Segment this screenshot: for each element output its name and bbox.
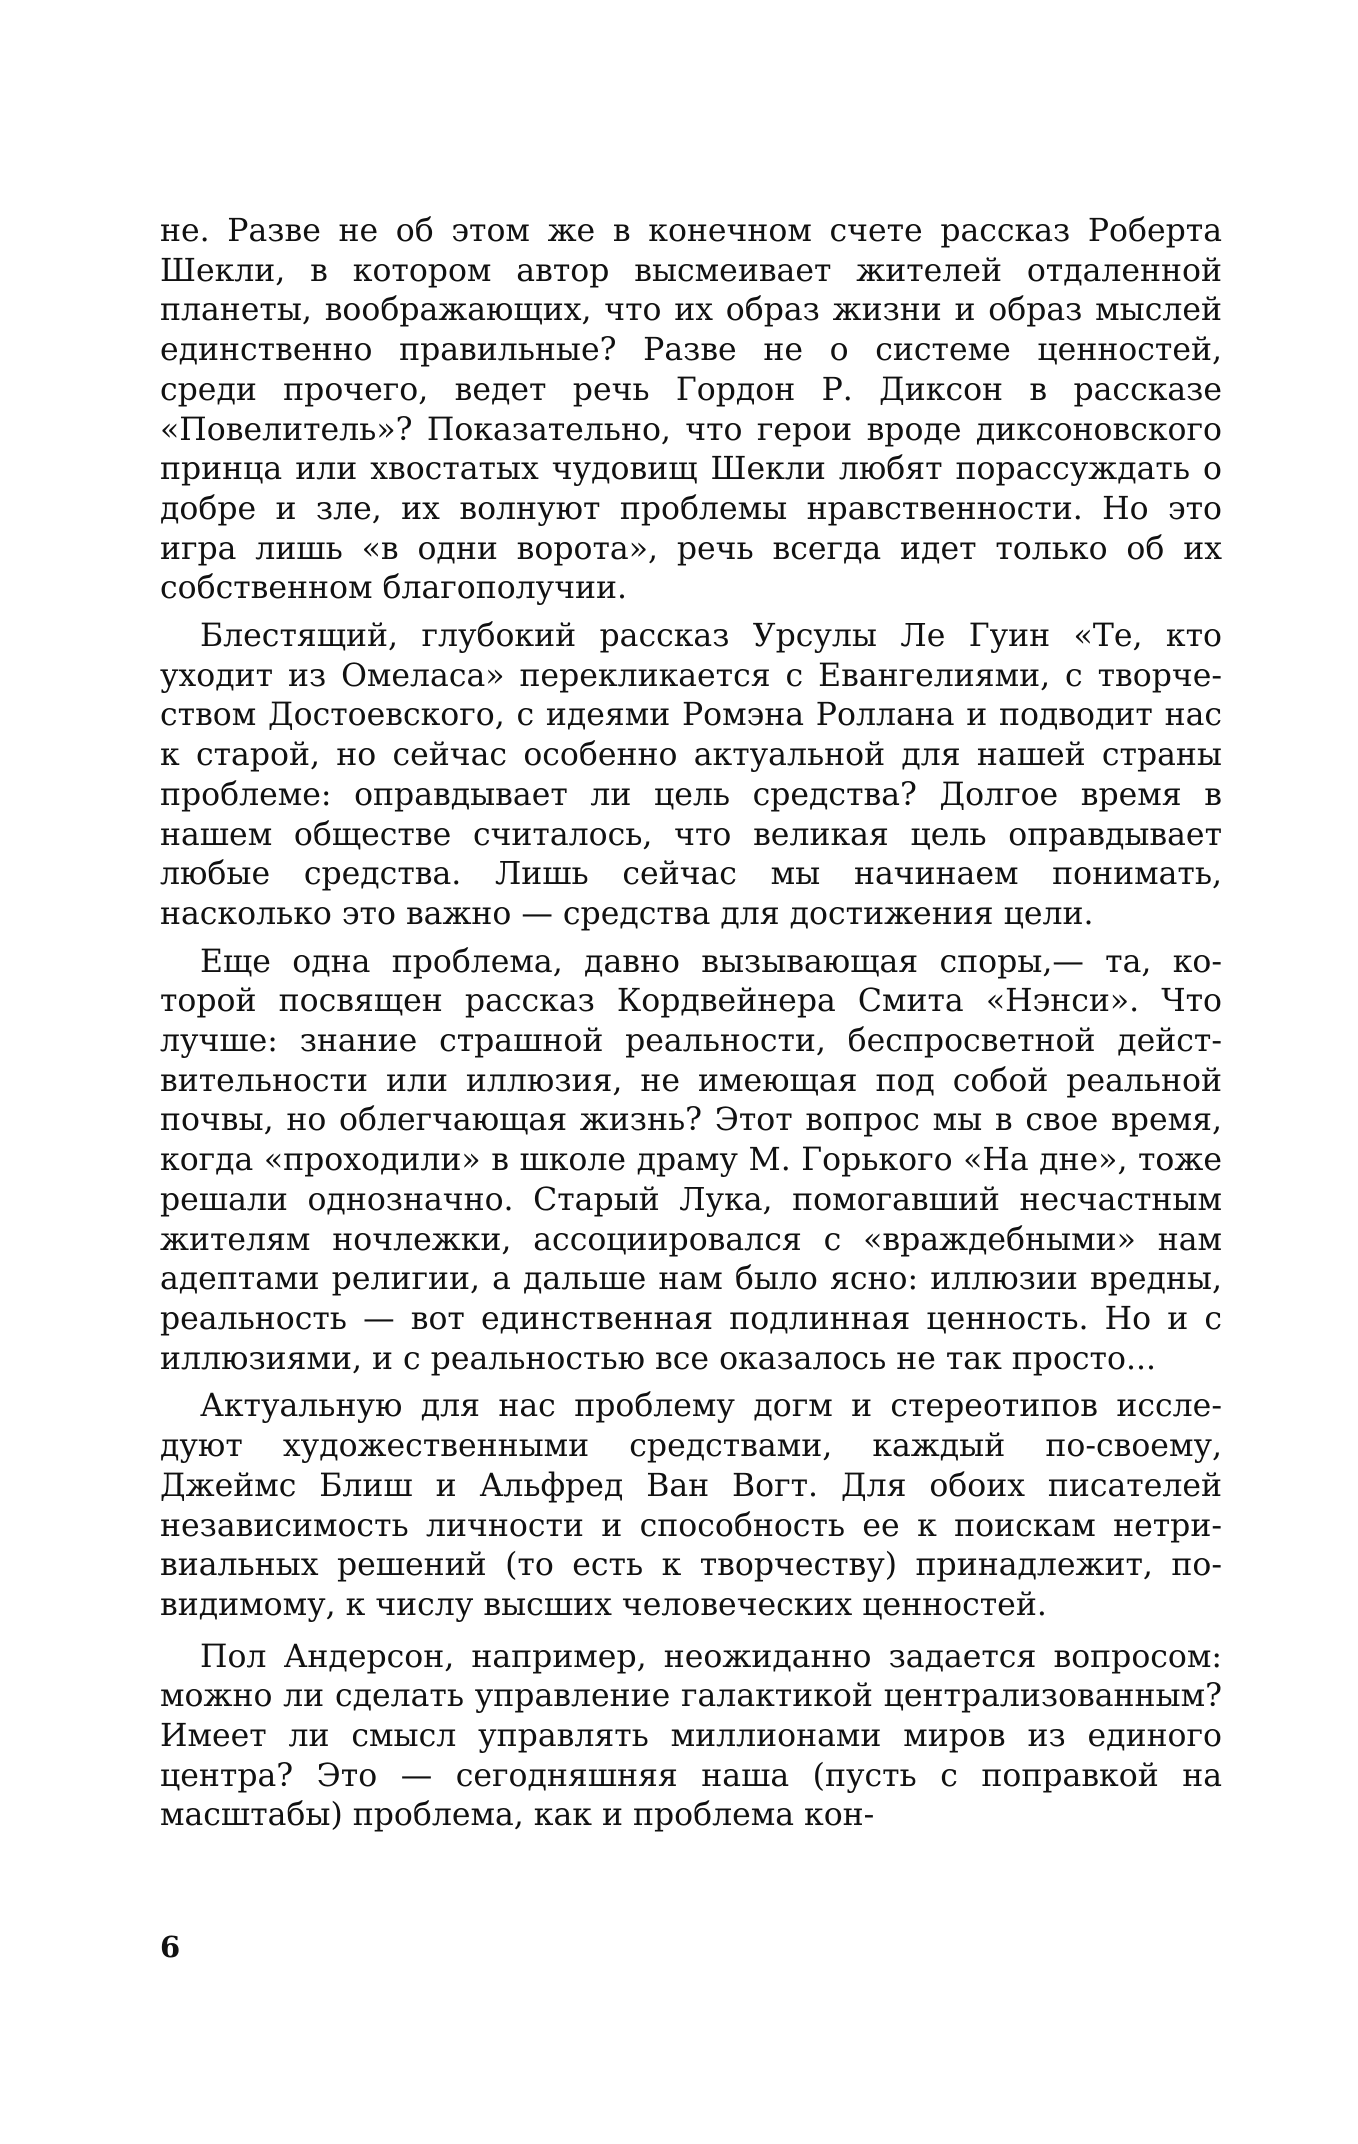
page-number: 6 bbox=[160, 1930, 181, 1964]
paragraph-4: Актуальную для нас проблему догм и стереотипов исследуют художественными средствами, каждый по-своему, Джеймс Блиш и Альфред Ван Вогт. Для обоих писателей независимость личности и способность ее к поискам нетривиальных решений (то есть к творчеству) принадлежит, повидимому, к числу высших человеческих ценностей. bbox=[160, 1388, 1222, 1623]
paragraph-2: Блестящий, глубокий рассказ Урсулы Ле Гуин «Те, кто уходит из Омеласа» перекликается с Евангелиями, с творчеством Достоевского, с идеями Ромэна Роллана и подводит нас к старой, но сейчас особенно актуальной для нашей страны проблеме: оправдывает ли цель средства? Долгое время в нашем обществе считалось, что великая цель оправдывает любые средства. Лишь сейчас мы начинаем понимать, насколько это важно — средства для достижения цели. bbox=[160, 618, 1222, 932]
page-body bbox=[160, 212, 1222, 1844]
paragraph-1: не. Разве не об этом же в конечном счете рассказ Роберта Шекли, в котором автор высмеивает жителей отдаленной планеты, воображающих, что их образ жизни и образ мыслей единственно правильные? Разве не о системе ценностей, среди прочего, ведет речь Гордон Р. Диксон в рассказе «Повелитель»? Показательно, что герои вроде диксоновского принца или хвостатых чудовищ Шекли любят порассуждать о добре и зле, их волнуют проблемы нравственности. Но это игра лишь «в одни ворота», речь всегда идет только об их собственном благополучии. bbox=[160, 213, 1222, 607]
paragraph-5: Пол Андерсон, например, неожиданно задается вопросом: можно ли сделать управление галактикой централизованным? Имеет ли смысл управлять миллионами миров из единого центра? Это — сегодняшняя наша (пусть с поправкой на масштабы) проблема, как и проблема кон- bbox=[160, 1638, 1222, 1834]
paragraph-3: Еще одна проблема, давно вызывающая споры,— та, которой посвящен рассказ Кордвейнера Смита «Нэнси». Что лучше: знание страшной реальности, беспросветной действительности или иллюзия, не имеющая под собой реальной почвы, но облегчающая жизнь? Этот вопрос мы в свое время, когда «проходили» в школе драму М. Горького «На дне», тоже решали однозначно. Старый Лука, помогавший несчастным жителям ночлежки, ассоциировался с «враждебными» нам адептами религии, а дальше нам было ясно: иллюзии вредны, реальность — вот единственная подлинная ценность. Но и с иллюзиями, и с реальностью все оказалось не так просто... bbox=[160, 943, 1222, 1377]
